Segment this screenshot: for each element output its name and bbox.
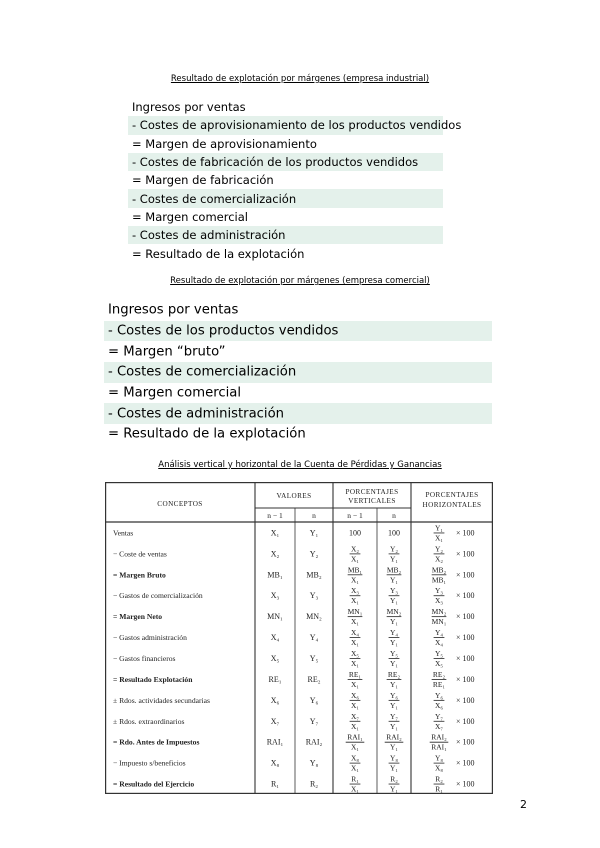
table-cell-value-curr: R₂	[309, 779, 319, 789]
section2-title: Resultado de explotación por márgenes (empresa comercial)	[170, 276, 430, 286]
vertical-prev-denominator: X₁	[350, 784, 360, 794]
horizontal-denominator: X₃	[434, 596, 444, 606]
table-cell-value-prev: R₁	[270, 779, 280, 789]
list-item: Ingresos por ventas	[132, 100, 246, 115]
vertical-prev-denominator: X₁	[350, 721, 360, 731]
table-cell-value-curr: Y₂	[309, 549, 319, 559]
section2-list	[104, 300, 492, 445]
header-conceptos: CONCEPTOS	[157, 500, 203, 508]
header-verticales: PORCENTAJES	[345, 488, 399, 496]
horizontal-denominator: X₂	[434, 554, 444, 564]
table-row-concept: Ventas	[113, 528, 134, 538]
vertical-curr-denominator: Y₁	[389, 742, 399, 752]
horizontal-numerator: Y₆	[434, 690, 444, 700]
table-cell-value-prev: X₇	[270, 716, 280, 726]
header-valores: VALORES	[276, 492, 312, 500]
vertical-prev-numerator: X₈	[350, 753, 360, 763]
table-cell-value-prev: X₄	[270, 633, 280, 643]
subheader: n	[392, 511, 396, 520]
table-row-concept: = Margen Neto	[113, 612, 163, 622]
table-row-concept: − Impuesto s/beneficios	[113, 758, 186, 768]
horizontal-numerator: R₂	[435, 774, 443, 784]
subheader: n	[312, 511, 316, 520]
table-cell-value-prev: X₂	[270, 549, 280, 559]
vertical-prev-denominator: X₁	[350, 638, 360, 648]
list-item: - Costes de comercialización	[128, 189, 443, 207]
horizontal-multiplier: × 100	[456, 674, 475, 684]
vertical-prev-numerator: MB₁	[347, 565, 363, 575]
vertical-curr-numerator: Y₆	[389, 690, 399, 700]
analysis-table	[105, 482, 493, 794]
horizontal-denominator: RE₁	[432, 679, 446, 689]
subheader: n − 1	[267, 511, 283, 520]
vertical-curr-numerator: Y₂	[389, 544, 399, 554]
horizontal-numerator: Y₅	[434, 649, 444, 658]
vertical-prev-denominator: X₁	[350, 742, 360, 752]
list-item: - Costes de administración	[128, 226, 443, 244]
horizontal-multiplier: × 100	[456, 654, 475, 663]
horizontal-numerator: Y₃	[434, 586, 444, 596]
list-item: - Costes de fabricación de los productos vendidos	[128, 153, 443, 171]
vertical-prev-numerator: X₄	[350, 628, 360, 638]
horizontal-multiplier: × 100	[456, 737, 475, 747]
table-row-concept: = Resultado Explotación	[113, 674, 193, 684]
list-item: - Costes de comercialización	[104, 362, 492, 383]
table-cell-value-curr: Y₆	[309, 695, 319, 705]
table-row-concept: − Gastos administración	[113, 633, 187, 643]
vertical-curr-denominator: Y₁	[389, 679, 399, 689]
vertical-prev-numerator: R₁	[351, 774, 359, 784]
horizontal-denominator: X₅	[434, 659, 444, 668]
section1-list	[128, 98, 462, 263]
horizontal-numerator: RE₂	[432, 669, 446, 679]
horizontal-multiplier: × 100	[456, 570, 475, 580]
vertical-curr-denominator: Y₁	[389, 638, 399, 648]
vertical-prev-numerator: X₇	[350, 711, 360, 721]
table-cell-value-prev: X₅	[270, 654, 280, 663]
table-row-concept: ± Rdos. extraordinarios	[113, 716, 185, 726]
vertical-prev-denominator: X₁	[350, 659, 360, 668]
vertical-curr-numerator: RE₂	[387, 669, 401, 679]
list-item: - Costes de los productos vendidos	[104, 321, 492, 342]
vertical-prev: 100	[349, 528, 361, 538]
vertical-curr-denominator: Y₁	[389, 554, 399, 564]
horizontal-numerator: MN₂	[431, 607, 447, 617]
horizontal-multiplier: × 100	[456, 612, 475, 622]
vertical-prev-numerator: RAI₁	[347, 732, 363, 742]
horizontal-multiplier: × 100	[456, 591, 475, 601]
table-cell-value-prev: RAI₁	[266, 737, 284, 747]
table-cell-value-prev: X₁	[270, 528, 280, 538]
horizontal-multiplier: × 100	[456, 716, 475, 726]
page-number: 2	[520, 798, 527, 811]
list-item: = Resultado de la explotación	[108, 426, 306, 442]
horizontal-denominator: X₈	[434, 763, 444, 773]
table-cell-value-curr: MB₂	[306, 570, 322, 580]
table-row-concept: = Rdo. Antes de Impuestos	[113, 737, 200, 747]
vertical-curr-numerator: Y₃	[389, 586, 399, 596]
table-cell-value-prev: X₆	[270, 695, 280, 705]
vertical-curr-denominator: Y₁	[389, 617, 399, 627]
table-cell-value-prev: X₃	[270, 591, 280, 601]
table-cell-value-curr: Y₁	[309, 528, 319, 538]
vertical-curr-numerator: RAI₂	[386, 732, 402, 742]
vertical-curr-numerator: MB₂	[386, 565, 402, 575]
subheader: n − 1	[347, 511, 363, 520]
table-row-concept: = Margen Bruto	[113, 570, 166, 580]
vertical-curr-numerator: Y₈	[389, 753, 399, 763]
vertical-prev-denominator: X₁	[350, 700, 360, 710]
horizontal-multiplier: × 100	[456, 549, 475, 559]
table-cell-value-prev: MN₁	[267, 612, 283, 622]
table-row-concept: ± Rdos. actividades secundarias	[113, 695, 210, 705]
header-horizontales: PORCENTAJES	[425, 491, 479, 499]
vertical-prev-denominator: X₁	[350, 554, 360, 564]
table-cell-value-curr: Y₃	[309, 591, 319, 601]
horizontal-denominator: X₄	[434, 638, 444, 648]
header-horizontales: HORIZONTALES	[422, 501, 482, 509]
horizontal-numerator: Y₂	[434, 544, 444, 554]
vertical-curr-denominator: Y₁	[389, 596, 399, 606]
vertical-curr-numerator: Y₅	[389, 649, 399, 658]
vertical-prev-numerator: X₃	[350, 586, 360, 596]
table-cell-value-curr: MN₂	[306, 612, 322, 622]
horizontal-multiplier: × 100	[456, 758, 475, 768]
table-cell-value-curr: Y₅	[309, 654, 319, 663]
horizontal-denominator: X₆	[434, 700, 444, 710]
table-cell-value-curr: Y₄	[309, 633, 319, 643]
table-cell-value-prev: X₈	[270, 758, 280, 768]
table-row-concept: − Gastos financieros	[113, 654, 176, 663]
vertical-curr-denominator: Y₁	[389, 659, 399, 668]
horizontal-denominator: MN₁	[431, 617, 447, 627]
table-row-concept: − Coste de ventas	[113, 549, 167, 559]
vertical-prev-denominator: X₁	[350, 575, 360, 585]
vertical-prev-denominator: X₁	[350, 679, 360, 689]
vertical-prev-numerator: X₂	[350, 544, 360, 554]
vertical-curr-denominator: Y₁	[389, 700, 399, 710]
vertical-prev-denominator: X₁	[350, 596, 360, 606]
list-item: = Margen de fabricación	[132, 173, 274, 188]
vertical-curr-denominator: Y₁	[389, 575, 399, 585]
vertical-curr-numerator: MN₂	[386, 607, 402, 617]
header-verticales: VERTICALES	[348, 497, 396, 505]
horizontal-numerator: Y₄	[434, 628, 444, 638]
vertical-prev-denominator: X₁	[350, 763, 360, 773]
table-cell-value-prev: MB₁	[267, 570, 283, 580]
list-item: = Resultado de la explotación	[132, 246, 305, 261]
horizontal-denominator: X₇	[434, 721, 444, 731]
vertical-curr-denominator: Y₁	[389, 721, 399, 731]
horizontal-denominator: MB₁	[431, 575, 447, 585]
section1-title: Resultado de explotación por márgenes (empresa industrial)	[170, 74, 430, 84]
table-row-concept: = Resultado del Ejercicio	[113, 779, 195, 789]
horizontal-numerator: Y₇	[434, 711, 444, 721]
vertical-prev-denominator: X₁	[350, 617, 360, 627]
vertical-curr-numerator: R₂	[390, 774, 398, 784]
horizontal-multiplier: × 100	[456, 779, 475, 789]
vertical-prev-numerator: RE₁	[348, 669, 362, 679]
horizontal-multiplier: × 100	[456, 528, 475, 538]
table-cell-value-curr: Y₇	[309, 716, 319, 726]
vertical-curr-numerator: Y₇	[389, 711, 399, 721]
list-item: Ingresos por ventas	[108, 302, 239, 318]
horizontal-numerator: MB₂	[431, 565, 447, 575]
list-item: - Costes de administración	[104, 403, 492, 424]
horizontal-denominator: RAI₁	[431, 742, 447, 752]
vertical-prev-numerator: MN₁	[347, 607, 363, 617]
horizontal-denominator: X₁	[434, 533, 444, 543]
analysis-table-svg	[105, 482, 493, 794]
list-item: - Costes de aprovisionamiento de los productos vendidos	[128, 116, 443, 134]
table-cell-value-curr: RE₂	[307, 674, 321, 684]
list-item: = Margen comercial	[132, 209, 248, 224]
table-row-concept: − Gastos de comercialización	[113, 591, 203, 601]
horizontal-numerator: RAI₂	[431, 732, 447, 742]
horizontal-multiplier: × 100	[456, 633, 475, 643]
horizontal-numerator: Y₈	[434, 753, 444, 763]
section3-title: Análisis vertical y horizontal de la Cuenta de Pérdidas y Ganancias	[158, 460, 442, 470]
horizontal-numerator: Y₁	[434, 523, 444, 533]
vertical-prev-numerator: X₆	[350, 690, 360, 700]
list-item: = Margen de aprovisionamiento	[132, 136, 317, 151]
vertical-curr-numerator: Y₄	[389, 628, 399, 638]
table-cell-value-curr: RAI₂	[305, 737, 323, 747]
table-cell-value-curr: Y₈	[309, 758, 319, 768]
horizontal-multiplier: × 100	[456, 695, 475, 705]
list-item: = Margen “bruto”	[108, 344, 226, 360]
list-item: = Margen comercial	[108, 385, 241, 401]
vertical-curr-denominator: Y₁	[389, 763, 399, 773]
horizontal-denominator: R₁	[435, 784, 443, 794]
vertical-curr: 100	[388, 528, 400, 538]
vertical-prev-numerator: X₅	[350, 649, 360, 658]
vertical-curr-denominator: Y₁	[389, 784, 399, 794]
table-cell-value-prev: RE₁	[268, 674, 282, 684]
